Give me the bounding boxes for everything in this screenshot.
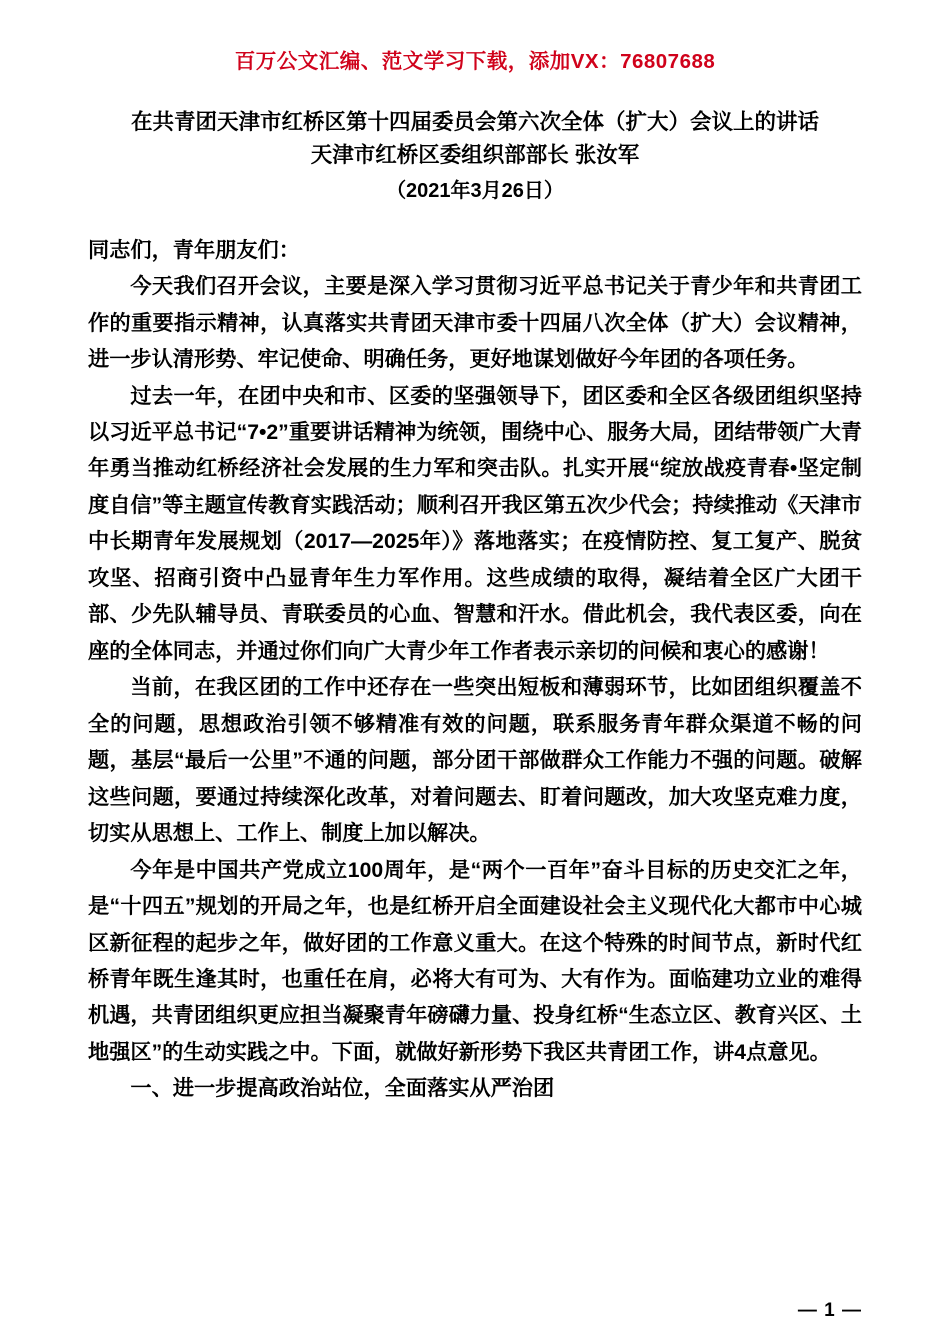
page-number: — 1 — xyxy=(797,1300,862,1321)
paragraph: 今天我们召开会议，主要是深入学习贯彻习近平总书记关于青少年和共青团工作的重要指示精神，认真落实共青团天津市委十四届八次全体（扩大）会议精神，进一步认清形势、牢记使命、明确任务，更好地谋划做好今年团的各项任务。 xyxy=(88,275,862,372)
paragraph: 过去一年，在团中央和市、区委的坚强领导下，团区委和全区各级团组织坚持以习近平总书记“7•2”重要讲话精神为统领，围绕中心、服务大局，团结带领广大青年勇当推动红桥经济社会发展的生力军和突击队。扎实开展“绽放战疫青春•坚定制度自信”等主题宣传教育实践活动；顺利召开我区第五次少代会；持续推动《天津市中长期青年发展规划（2017—2025年）》落地落实；在疫情防控、复工复产、脱贫攻坚、招商引资中凸显青年生力军作用。这些成绩的取得，凝结着全区广大团干部、少先队辅导员、青联委员的心血、智慧和汗水。借此机会，我代表区委，向在座的全体同志，并通过你们向广大青少年工作者表示亲切的问候和衷心的感谢！ xyxy=(88,384,862,663)
paragraph: 当前，在我区团的工作中还存在一些突出短板和薄弱环节，比如团组织覆盖不全的问题，思想政治引领不够精准有效的问题，联系服务青年群众渠道不畅的问题，基层“最后一公里”不通的问题，部分团干部做群众工作能力不强的问题。破解这些问题，要通过持续深化改革，对着问题去、盯着问题改，加大攻坚克难力度，切实从思想上、工作上、制度上加以解决。 xyxy=(88,676,862,846)
paragraph: 今年是中国共产党成立100周年，是“两个一百年”奋斗目标的历史交汇之年，是“十四五”规划的开局之年，也是红桥开启全面建设社会主义现代化大都市中心城区新征程的起步之年，做好团的工作意义重大。在这个特殊的时间节点，新时代红桥青年既生逢其时，也重任在肩，必将大有可为、大有作为。面临建功立业的难得机遇，共青团组织更应担当凝聚青年磅礴力量、投身红桥“生态立区、教育兴区、土地强区”的生动实践之中。下面，就做好新形势下我区共青团工作，讲4点意见。 xyxy=(88,858,862,1064)
promo-watermark: 百万公文汇编、范文学习下载，添加VX：76807688 xyxy=(234,50,716,73)
document-subtitle: 天津市红桥区委组织部部长 张汝军 xyxy=(310,143,640,168)
salutation: 同志们，青年朋友们： xyxy=(88,238,300,262)
section-heading: 一、进一步提高政治站位，全面落实从严治团 xyxy=(130,1077,555,1101)
document-body xyxy=(88,233,862,1108)
page-title: 在共青团天津市红桥区第十四届委员会第六次全体（扩大）会议上的讲话 xyxy=(130,110,819,134)
document-date: （2021年3月26日） xyxy=(386,179,564,202)
